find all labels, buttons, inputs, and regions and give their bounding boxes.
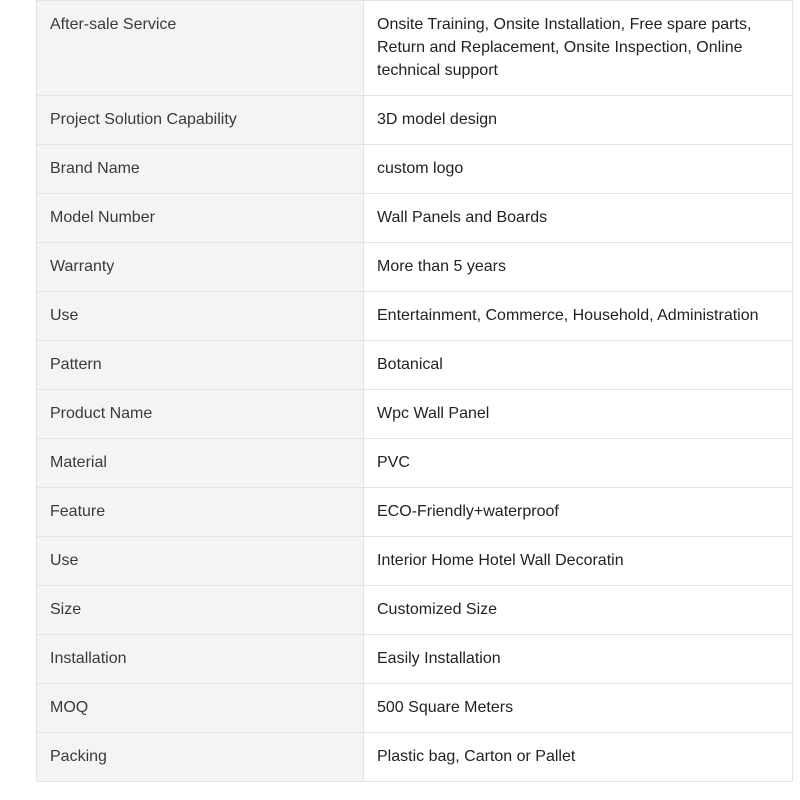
table-row: [37, 341, 793, 390]
spec-label: Brand Name: [37, 145, 364, 194]
spec-value: More than 5 years: [364, 243, 793, 292]
spec-value: Entertainment, Commerce, Household, Administration: [364, 292, 793, 341]
table-row: [37, 635, 793, 684]
spec-value: 500 Square Meters: [364, 684, 793, 733]
spec-value: Customized Size: [364, 586, 793, 635]
spec-label: Size: [37, 586, 364, 635]
spec-value: Botanical: [364, 341, 793, 390]
table-row: [37, 1, 793, 96]
spec-value: custom logo: [364, 145, 793, 194]
spec-label: Installation: [37, 635, 364, 684]
table-row: [37, 586, 793, 635]
spec-label: Material: [37, 439, 364, 488]
spec-label: Use: [37, 537, 364, 586]
table-row: [37, 537, 793, 586]
spec-label: MOQ: [37, 684, 364, 733]
table-row: [37, 684, 793, 733]
table-row: [37, 390, 793, 439]
product-spec-table: [36, 0, 793, 782]
spec-label: Warranty: [37, 243, 364, 292]
spec-label: Product Name: [37, 390, 364, 439]
table-row: [37, 292, 793, 341]
spec-value: Wpc Wall Panel: [364, 390, 793, 439]
spec-label: After-sale Service: [37, 1, 364, 96]
table-row: [37, 194, 793, 243]
table-row: [37, 145, 793, 194]
table-row: [37, 733, 793, 782]
spec-label: Model Number: [37, 194, 364, 243]
spec-label: Project Solution Capability: [37, 96, 364, 145]
spec-label: Use: [37, 292, 364, 341]
spec-value: PVC: [364, 439, 793, 488]
spec-label: Pattern: [37, 341, 364, 390]
spec-label: Feature: [37, 488, 364, 537]
spec-value: Plastic bag, Carton or Pallet: [364, 733, 793, 782]
table-row: [37, 243, 793, 292]
table-row: [37, 488, 793, 537]
spec-value: Wall Panels and Boards: [364, 194, 793, 243]
spec-label: Packing: [37, 733, 364, 782]
spec-value: Easily Installation: [364, 635, 793, 684]
spec-value: ECO-Friendly+waterproof: [364, 488, 793, 537]
table-row: [37, 96, 793, 145]
spec-value: Onsite Training, Onsite Installation, Free spare parts, Return and Replacement, Onsite Inspection, Online technical support: [364, 1, 793, 96]
spec-value: 3D model design: [364, 96, 793, 145]
table-row: [37, 439, 793, 488]
spec-value: Interior Home Hotel Wall Decoratin: [364, 537, 793, 586]
